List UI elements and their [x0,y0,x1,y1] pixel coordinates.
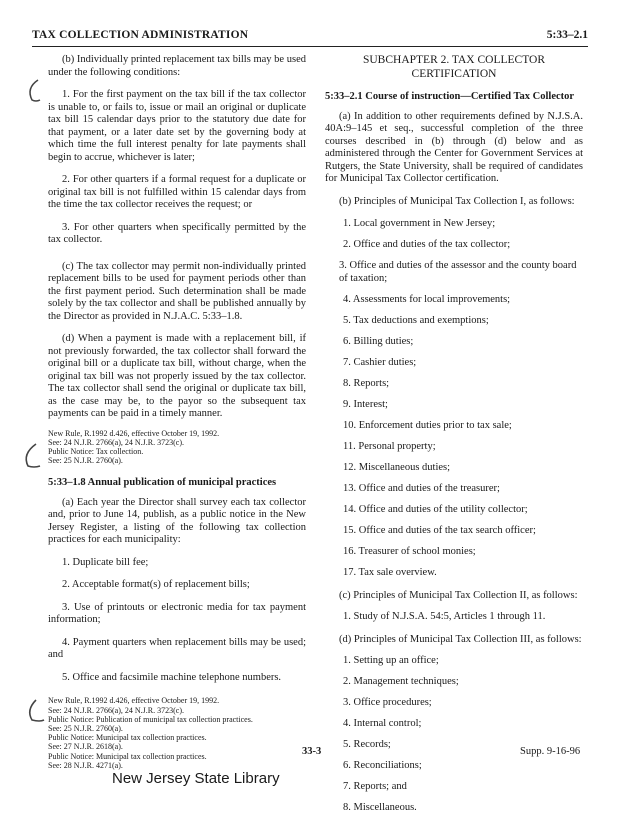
source-line: New Rule, R.1992 d.426, effective October 19, 1992. [48,428,220,438]
list-item: 16. Treasurer of school monies; [343,545,476,557]
paragraph-d: (d) Principles of Municipal Tax Collection III, as follows: [339,634,582,645]
list-item: 3. For other quarters when specifically permitted by the tax collector. [48,221,306,245]
source-line: Public Notice: Publication of municipal tax collection practices. [48,714,253,724]
section-heading: 5:33–1.8 Annual publication of municipal practices [48,477,277,489]
source-line: New Rule, R.1992 d.426, effective October 19, 1992. [48,696,220,706]
header-rule [32,46,588,47]
header-title: TAX COLLECTION ADMINISTRATION [32,29,249,41]
source-line: See: 25 N.J.R. 2760(a). [48,456,123,466]
list-item: 3. Office procedures; [343,696,432,708]
source-line: Public Notice: Municipal tax collection practices. [48,751,207,761]
list-item: 2. For other quarters if a formal request for a duplicate or original tax bill is not fulfilled within 15 calendar days from the time the tax collector receives the request; or [48,174,306,210]
paragraph-a: (a) Each year the Director shall survey each tax collector and, prior to June 14, publish, as a public notice in the New Jersey Register, a listing of the following tax collection practices for each municipality: [48,496,306,546]
list-item: 17. Tax sale overview. [343,566,437,578]
margin-bracket-mark [22,698,46,724]
source-note [48,696,306,770]
left-column [48,54,306,782]
list-item: 1. Setting up an office; [343,654,439,666]
list-item: 6. Reconciliations; [343,759,422,771]
list-item: 7. Reports; and [343,780,407,792]
list-item: 4. Payment quarters when replacement bills may be used; and [48,636,306,661]
list-item: 3. Use of printouts or electronic media for tax payment information; [48,601,306,626]
list-item: 3. Office and duties of the assessor and the county board of taxation; [339,260,577,284]
list-item: 5. Office and facsimile machine telephone numbers. [62,671,282,683]
library-stamp: New Jersey State Library [112,770,280,787]
source-line: See: 25 N.J.R. 2760(a). [48,723,123,733]
list-item: 7. Cashier duties; [343,356,417,368]
paragraph-c: (c) Principles of Municipal Tax Collection II, as follows: [339,590,578,601]
list-item: 1. Study of N.J.S.A. 54:5, Articles 1 through 11. [343,610,546,622]
list-item: 12. Miscellaneous duties; [343,461,451,473]
paragraph-b: (b) Principles of Municipal Tax Collection I, as follows: [339,195,575,207]
page-number: 33-3 [302,746,322,757]
list-item: 2. Management techniques; [343,675,459,687]
list-item: 8. Reports; [343,377,390,389]
list-item: 6. Billing duties; [343,335,414,347]
paragraph-d: (d) When a payment is made with a replacement bill, if not previously forwarded, the tax collector shall forward the original bill or a duplicate tax bill, without charge, when the original tax bill was not properly issued by the tax collector. The tax collector shall send the original or duplicate tax bill, as the case may be, to the payor so the subsequent tax payments can be paid in a timely manner. [48,333,306,419]
list-item: 10. Enforcement duties prior to tax sale; [343,419,512,431]
source-line: Public Notice: Municipal tax collection practices. [48,733,207,743]
supplement-date: Supp. 9-16-96 [520,746,581,757]
source-note [48,429,306,466]
list-item: 11. Personal property; [343,440,436,452]
source-line: See: 24 N.J.R. 2766(a), 24 N.J.R. 3723(c). [48,705,184,715]
paragraph-a: (a) In addition to other requirements defined by N.J.S.A. 40A:9–145 et seq., successful completion of the three courses described in (b) through (d) below and as administered through the Center for Government Services at Rutgers, the State University, shall be required of candidates for Municipal Tax Collector certification. [325,110,583,184]
list-item: 14. Office and duties of the utility collector; [343,503,528,515]
list-item: 1. Local government in New Jersey; [343,218,496,229]
running-header [32,29,588,45]
list-item: 9. Interest; [343,398,388,410]
right-column [325,54,583,823]
source-line: See: 27 N.J.R. 2618(a). [48,742,123,752]
section-heading: 5:33–2.1 Course of instruction—Certified Tax Collector [325,91,575,102]
paragraph-b: (b) Individually printed replacement tax bills may be used under the following conditions: [48,54,306,78]
paragraph-c: (c) The tax collector may permit non-individually printed replacement bills to be used for payment periods other than the first payment period. Such determination shall be made solely by the tax collector and shall be published annually by the Director as provided in N.J.A.C. 5:33–1.8. [48,260,306,322]
list-item: 1. For the first payment on the tax bill if the tax collector is unable to, or fails to, issue or mail an original or duplicate tax bill 15 calendar days prior to the statutory due date for that payment, or a later date set by the governing body at which time the full interest penalty for late payments shall begin to accrue, whichever is later; [48,89,306,163]
margin-bracket-mark [20,78,42,104]
list-item: 13. Office and duties of the treasurer; [343,482,500,494]
source-line: See: 28 N.J.R. 4271(a). [48,760,123,770]
list-item: 5. Records; [343,738,391,750]
list-item: 15. Office and duties of the tax search officer; [343,524,536,536]
list-item: 1. Duplicate bill fee; [62,556,149,568]
list-item: 2. Office and duties of the tax collector; [343,239,511,250]
header-section-number: 5:33–2.1 [546,29,588,41]
source-line: See: 24 N.J.R. 2766(a), 24 N.J.R. 3723(c). [48,437,184,447]
source-line: Public Notice: Tax collection. [48,446,144,456]
margin-bracket-mark [18,442,42,470]
list-item: 8. Miscellaneous. [343,801,417,813]
subchapter-title: SUBCHAPTER 2. TAX COLLECTOR CERTIFICATION [362,54,546,80]
list-item: 2. Acceptable format(s) of replacement bills; [62,579,250,591]
list-item: 4. Internal control; [343,717,422,729]
list-item: 5. Tax deductions and exemptions; [343,314,489,326]
list-item: 4. Assessments for local improvements; [343,293,511,305]
